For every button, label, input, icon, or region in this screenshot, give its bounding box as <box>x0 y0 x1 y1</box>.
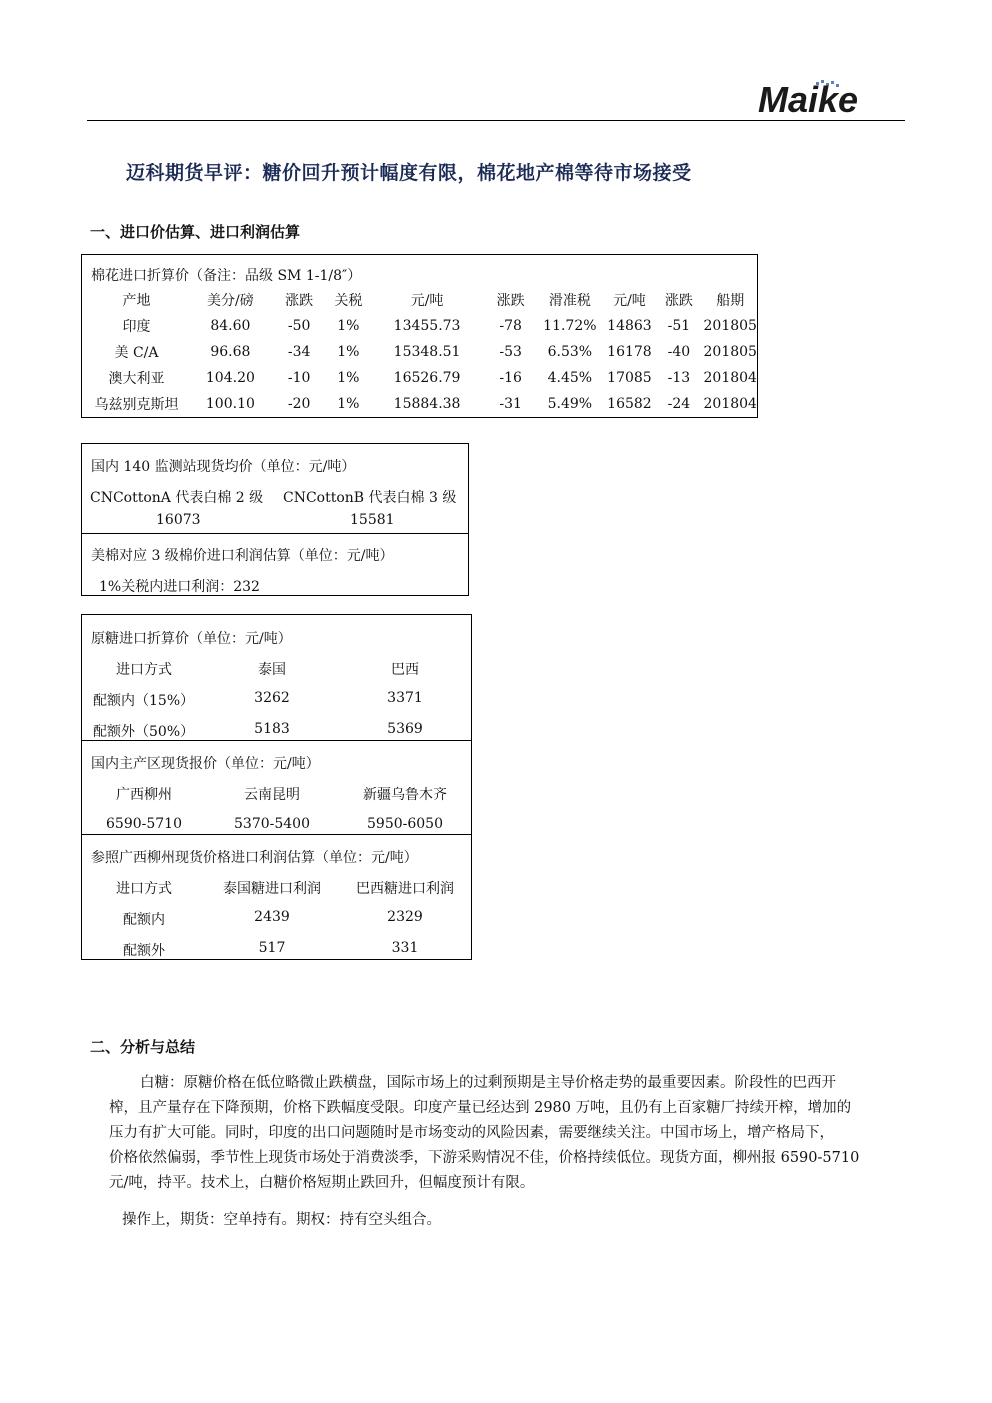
table-cell: 乌兹别克斯坦 <box>94 397 179 413</box>
table-cell: 1% <box>337 396 360 412</box>
header-cell: 泰国糖进口利润 <box>223 881 321 897</box>
table-cell: 11.72% <box>543 318 597 334</box>
cncottonb-label: CNCottonB 代表白棉 3 级 <box>283 490 457 506</box>
cotton-profit-text: 1%关税内进口利润：232 <box>99 579 260 595</box>
header-cell: 涨跌 <box>664 293 693 309</box>
cotton-import-caption: 棉花进口折算价（备注：品级 SM 1-1/8″） <box>91 268 362 284</box>
cotton-profit-caption: 美棉对应 3 级棉价进口利润估算（单位：元/吨） <box>91 548 394 564</box>
header-cell: 进口方式 <box>116 662 172 678</box>
operation-advice: 操作上，期货：空单持有。期权：持有空头组合。 <box>122 1212 441 1228</box>
table-cell: -31 <box>499 396 522 412</box>
table-row <box>82 339 757 365</box>
table-cell: 517 <box>258 940 286 956</box>
svg-text:Maike: Maike <box>758 79 859 118</box>
table-row <box>82 391 757 417</box>
table-cell: 配额内 <box>123 912 165 928</box>
table-cell: 15884.38 <box>393 396 461 412</box>
table-cell: 6590-5710 <box>106 816 182 832</box>
table-cell: -34 <box>287 344 311 360</box>
table-cell: 201804 <box>703 370 757 386</box>
table-cell: -40 <box>667 344 691 360</box>
table-cell: 5183 <box>254 721 290 737</box>
header-cell: 美分/磅 <box>207 293 254 309</box>
header-cell: 巴西糖进口利润 <box>356 881 454 897</box>
table-cell: -78 <box>499 318 522 334</box>
table-cell: 96.68 <box>210 344 251 360</box>
cotton-import-table <box>81 254 758 418</box>
header-cell: 船期 <box>716 293 745 309</box>
table-cell: 14863 <box>607 318 652 334</box>
table-cell: -13 <box>667 370 691 386</box>
table-cell: 331 <box>391 940 419 956</box>
table-cell: 澳大利亚 <box>108 371 165 387</box>
maike-logo <box>756 78 896 118</box>
table-cell: -53 <box>499 344 522 360</box>
table-cell: -24 <box>667 396 691 412</box>
table-cell: 1% <box>337 344 360 360</box>
header-cell: 巴西 <box>391 662 419 678</box>
table-cell: 100.10 <box>205 396 255 412</box>
cncottonb-value: 15581 <box>350 512 395 528</box>
analysis-line: 榨，且产量存在下降预期，价格下跌幅度受限。印度产量已经达到 2980 万吨，且仍有上百家糖厂持续开榨，增加的 <box>109 1100 852 1116</box>
cncottona-label: CNCottonA 代表白棉 2 级 <box>90 490 264 506</box>
sugar-table <box>81 614 472 960</box>
divider <box>82 834 471 835</box>
table-cell: 1% <box>337 318 360 334</box>
table-cell: 5370-5400 <box>234 816 310 832</box>
table-cell: 3262 <box>254 690 290 706</box>
header-cell: 元/吨 <box>613 293 646 309</box>
table-cell: 配额外（50%） <box>93 724 195 740</box>
table-cell: 84.60 <box>210 318 251 334</box>
table-row <box>82 313 757 339</box>
table-cell: 201804 <box>703 396 757 412</box>
section1-heading: 一、进口价估算、进口利润估算 <box>90 223 301 241</box>
analysis-line: 元/吨，持平。技术上，白糖价格短期止跌回升，但幅度预计有限。 <box>109 1175 535 1191</box>
table-cell: -20 <box>287 396 311 412</box>
table-cell: 6.53% <box>547 344 593 360</box>
table-cell: 5.49% <box>547 396 593 412</box>
analysis-line: 压力有扩大可能。同时，印度的出口问题随时是市场变动的风险因素，需要继续关注。中国市场上，增产格局下， <box>109 1125 834 1141</box>
table-cell: -50 <box>287 318 311 334</box>
header-cell: 新疆乌鲁木齐 <box>363 787 447 803</box>
table-cell: -10 <box>287 370 311 386</box>
domestic-cotton-table <box>81 443 469 596</box>
section2-heading: 二、分析与总结 <box>90 1038 196 1056</box>
table-cell: 15348.51 <box>393 344 461 360</box>
sugar-domestic-caption: 国内主产区现货报价（单位：元/吨） <box>91 756 320 772</box>
table-cell: 5369 <box>387 721 423 737</box>
table-cell: 16526.79 <box>393 370 461 386</box>
header-cell: 泰国 <box>258 662 286 678</box>
header-cell: 广西柳州 <box>116 787 172 803</box>
table-cell: 3371 <box>387 690 423 706</box>
header-cell: 关税 <box>334 293 363 309</box>
table-cell: 16178 <box>607 344 652 360</box>
table-cell: 16582 <box>607 396 652 412</box>
table-cell: 印度 <box>122 319 151 335</box>
divider <box>82 740 471 741</box>
header-cell: 元/吨 <box>410 293 444 309</box>
table-row <box>82 365 757 391</box>
header-cell: 涨跌 <box>496 293 525 309</box>
table-cell: -16 <box>499 370 522 386</box>
table-cell: 13455.73 <box>393 318 461 334</box>
table-header-row <box>82 287 757 313</box>
header-cell: 云南昆明 <box>244 787 300 803</box>
table-cell: 4.45% <box>547 370 593 386</box>
cotton-import-grid <box>82 287 757 417</box>
table-cell: 17085 <box>607 370 652 386</box>
page-title: 迈科期货早评：糖价回升预计幅度有限，棉花地产棉等待市场接受 <box>126 162 692 184</box>
table-cell: 201805 <box>703 344 757 360</box>
header-cell: 涨跌 <box>285 293 314 309</box>
table-cell: 5950-6050 <box>367 816 443 832</box>
header-rule <box>87 120 905 121</box>
table-cell: 1% <box>337 370 360 386</box>
table-cell: 201805 <box>703 318 757 334</box>
domestic-cotton-caption: 国内 140 监测站现货均价（单位：元/吨） <box>91 459 356 475</box>
table-cell: 配额外 <box>123 943 165 959</box>
sugar-profit-caption: 参照广西柳州现货价格进口利润估算（单位：元/吨） <box>91 850 418 866</box>
header-cell: 进口方式 <box>116 881 172 897</box>
cncottona-value: 16073 <box>156 512 201 528</box>
header-cell: 滑准税 <box>548 293 591 309</box>
table-cell: -51 <box>667 318 691 334</box>
header-cell: 产地 <box>122 293 151 309</box>
table-cell: 配额内（15%） <box>93 693 195 709</box>
table-cell: 美 C/A <box>114 345 159 361</box>
table-cell: 2439 <box>254 909 290 925</box>
analysis-line: 价格依然偏弱，季节性上现货市场处于消费淡季，下游采购情况不佳，价格持续低位。现货方面，柳州报 6590-5710 <box>109 1150 860 1166</box>
table-cell: 2329 <box>387 909 423 925</box>
sugar-import-caption: 原糖进口折算价（单位：元/吨） <box>91 631 292 647</box>
divider <box>82 533 468 534</box>
table-cell: 104.20 <box>205 370 255 386</box>
analysis-line: 白糖：原糖价格在低位略微止跌横盘，国际市场上的过剩预期是主导价格走势的最重要因素。阶段性的巴西开 <box>140 1075 836 1091</box>
